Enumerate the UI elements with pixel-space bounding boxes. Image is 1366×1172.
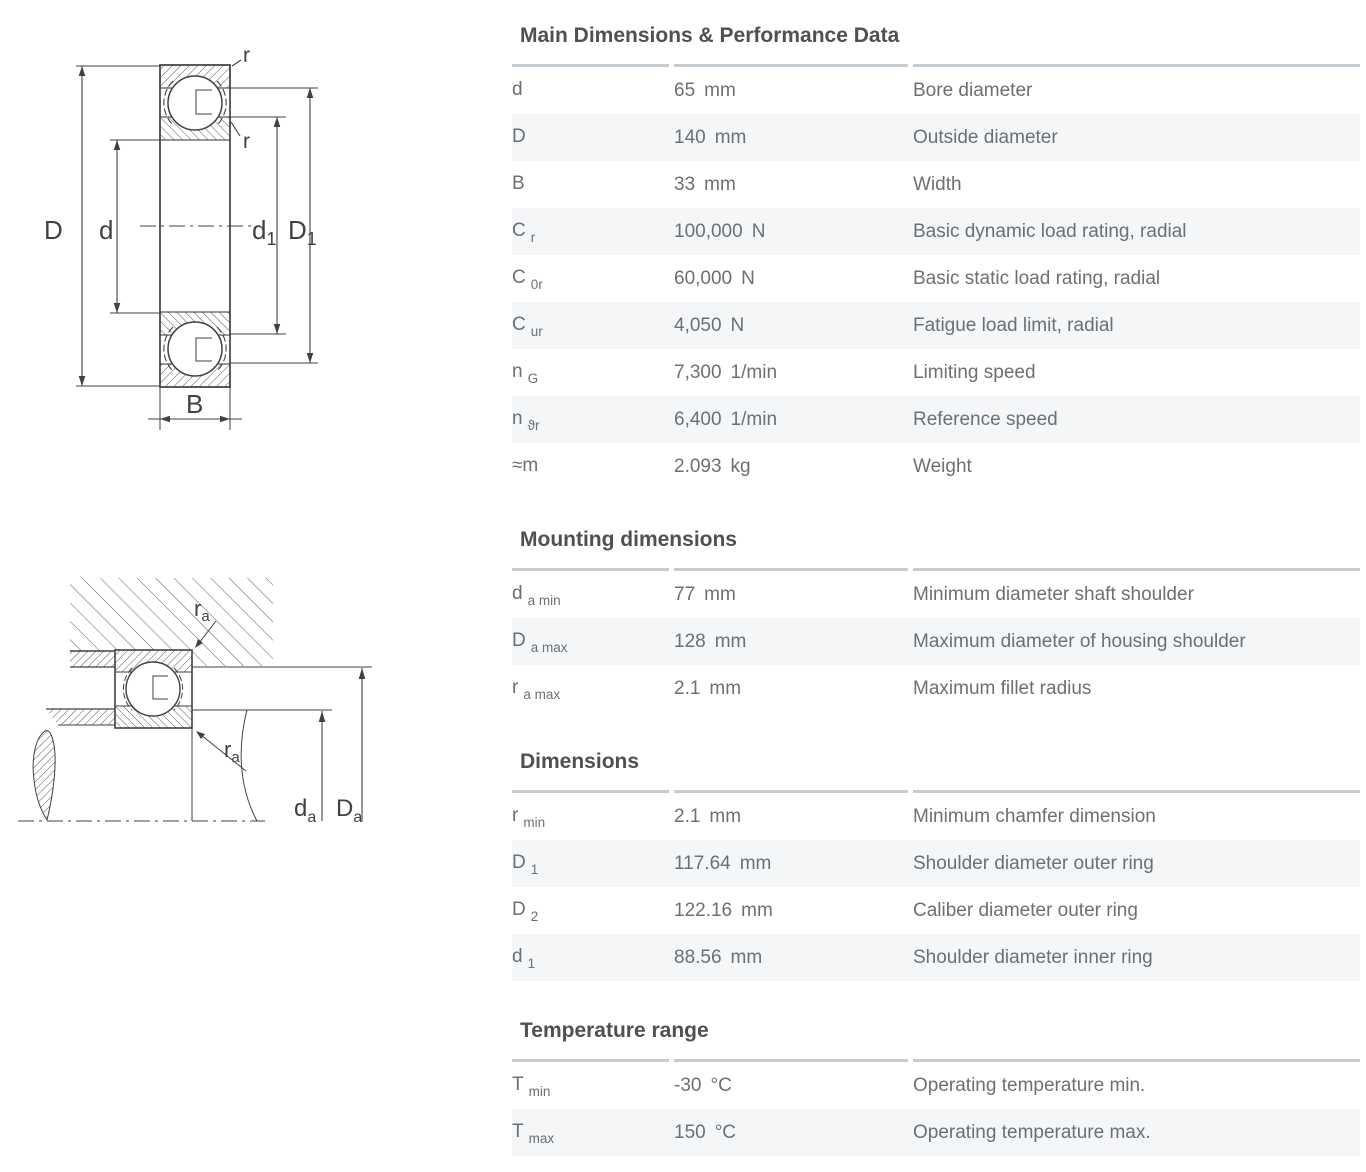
row-symbol: r: [512, 804, 519, 826]
row-symbol: D: [512, 851, 526, 873]
row-unit: mm: [704, 583, 736, 605]
row-unit: mm: [741, 899, 773, 921]
row-unit: 1/min: [730, 361, 778, 383]
table-row: [512, 1062, 1360, 1109]
ball-top: [168, 76, 222, 130]
label-ra-top: $r_a$: [194, 596, 210, 625]
row-description: Maximum diameter of housing shoulder: [913, 630, 1246, 652]
section-temperature-range: [512, 1019, 1360, 1156]
spec-panel: [512, 24, 1360, 1172]
housing-seat-left: [70, 651, 115, 667]
ball-bottom: [168, 322, 222, 376]
section-main-dimensions: [512, 24, 1360, 490]
row-unit: mm: [709, 677, 742, 699]
table-row: [512, 571, 1360, 618]
table-row: [512, 161, 1360, 208]
row-value: 128: [674, 630, 706, 652]
row-description: Maximum fillet radius: [913, 677, 1092, 699]
row-unit: N: [730, 314, 745, 336]
row-value: 2.093: [674, 455, 722, 477]
table-top-border: [512, 1059, 1360, 1062]
row-symbol-subscript: a max: [523, 687, 561, 703]
row-unit: °C: [710, 1074, 732, 1096]
row-symbol: D: [512, 125, 526, 147]
row-unit: 1/min: [730, 408, 778, 430]
row-value: 150: [674, 1121, 706, 1143]
row-value: 2.1: [674, 677, 701, 699]
table-row: [512, 302, 1360, 349]
row-description: Weight: [913, 455, 972, 477]
row-value: 33: [674, 173, 696, 195]
row-value: 60,000: [674, 267, 733, 289]
spec-table: [512, 793, 1360, 981]
row-unit: mm: [704, 173, 736, 195]
table-row: [512, 887, 1360, 934]
table-row: [512, 793, 1360, 840]
row-value: 140: [674, 126, 706, 148]
row-description: Limiting speed: [913, 361, 1036, 383]
row-symbol: C: [512, 219, 526, 241]
section-title: Mounting dimensions: [520, 528, 737, 551]
row-symbol: d: [512, 582, 523, 604]
section-mounting-dimensions: [512, 528, 1360, 712]
row-value: -30: [674, 1074, 702, 1096]
label-B: B: [186, 389, 204, 419]
row-unit: mm: [739, 852, 772, 874]
table-top-border: [512, 790, 1360, 793]
table-row: [512, 443, 1360, 490]
row-description: Basic dynamic load rating, radial: [913, 220, 1187, 242]
mounting-diagram-drawing: [0, 560, 400, 850]
table-row: [512, 665, 1360, 712]
row-description: Basic static load rating, radial: [913, 267, 1161, 289]
row-symbol-subscript: ur: [530, 324, 543, 340]
row-symbol-subscript: max: [528, 1131, 555, 1147]
row-symbol-subscript: min: [528, 1084, 551, 1100]
spec-table: [512, 67, 1360, 490]
row-symbol-subscript: min: [523, 815, 546, 831]
label-r-top: r: [243, 44, 250, 67]
section-dimensions: [512, 750, 1360, 981]
shaft-fillet-teardrop: [33, 731, 55, 820]
row-unit: mm: [730, 946, 763, 968]
row-symbol: B: [512, 172, 525, 194]
label-r-mid: r: [243, 130, 250, 153]
row-unit: mm: [714, 126, 747, 148]
row-symbol: d: [512, 78, 523, 100]
row-description: Minimum chamfer dimension: [913, 805, 1156, 827]
row-symbol: C: [512, 266, 526, 288]
label-d1: $d_1$: [252, 215, 277, 249]
row-unit: mm: [714, 630, 747, 652]
row-symbol-subscript: ϑr: [527, 418, 540, 434]
bearing-cross-section-drawing: [0, 0, 420, 450]
row-symbol: D: [512, 898, 526, 920]
row-value: 122.16: [674, 899, 733, 921]
row-unit: °C: [714, 1121, 737, 1143]
row-symbol-subscript: a min: [527, 593, 561, 609]
row-symbol: ≈m: [512, 454, 539, 476]
table-row: [512, 840, 1360, 887]
row-symbol: d: [512, 945, 523, 967]
spec-table: [512, 1062, 1360, 1156]
row-description: Outside diameter: [913, 126, 1058, 148]
table-row: [512, 618, 1360, 665]
section-title: Main Dimensions & Performance Data: [520, 24, 900, 47]
row-symbol: T: [512, 1073, 524, 1095]
row-value: 100,000: [674, 220, 743, 242]
label-Da: $D_a$: [336, 795, 363, 826]
row-symbol: T: [512, 1120, 524, 1142]
row-unit: kg: [730, 455, 751, 477]
table-row: [512, 396, 1360, 443]
table-row: [512, 1109, 1360, 1156]
label-d: d: [99, 215, 114, 245]
row-symbol: r: [512, 676, 519, 698]
row-description: Width: [913, 173, 962, 195]
row-description: Bore diameter: [913, 79, 1033, 101]
row-symbol: D: [512, 629, 526, 651]
table-row: [512, 114, 1360, 161]
row-description: Operating temperature max.: [913, 1121, 1151, 1143]
row-unit: mm: [709, 805, 742, 827]
row-symbol-subscript: G: [527, 371, 539, 387]
row-symbol-subscript: 0r: [530, 277, 543, 293]
row-value: 6,400: [674, 408, 722, 430]
row-symbol-subscript: 1: [530, 862, 539, 878]
table-row: [512, 349, 1360, 396]
row-description: Reference speed: [913, 408, 1058, 430]
row-value: 77: [674, 583, 696, 605]
spec-table: [512, 571, 1360, 712]
row-unit: N: [741, 267, 755, 289]
row-symbol: n: [512, 407, 523, 429]
row-symbol-subscript: 2: [530, 909, 539, 925]
row-description: Minimum diameter shaft shoulder: [913, 583, 1194, 605]
row-value: 88.56: [674, 946, 722, 968]
row-symbol-subscript: a max: [530, 640, 568, 656]
label-D: D: [44, 215, 63, 245]
row-description: Operating temperature min.: [913, 1074, 1146, 1096]
row-unit: N: [751, 220, 766, 242]
shaft-contour-curve: [241, 710, 257, 821]
row-symbol-subscript: r: [530, 230, 536, 246]
row-symbol: n: [512, 360, 523, 382]
row-unit: mm: [704, 79, 736, 101]
section-title: Temperature range: [520, 1019, 709, 1042]
row-description: Caliber diameter outer ring: [913, 899, 1138, 921]
table-top-border: [512, 568, 1360, 571]
row-value: 65: [674, 79, 696, 101]
row-symbol: C: [512, 313, 526, 335]
label-da: $d_a$: [294, 795, 317, 826]
row-value: 4,050: [674, 314, 722, 336]
table-row: [512, 934, 1360, 981]
shaft-section: [46, 709, 115, 725]
row-symbol-subscript: 1: [527, 956, 536, 972]
row-value: 2.1: [674, 805, 701, 827]
table-row: [512, 255, 1360, 302]
table-row: [512, 208, 1360, 255]
row-value: 7,300: [674, 361, 722, 383]
table-row: [512, 67, 1360, 114]
row-value: 117.64: [674, 852, 731, 874]
row-description: Shoulder diameter outer ring: [913, 852, 1154, 874]
row-description: Shoulder diameter inner ring: [913, 946, 1153, 968]
row-description: Fatigue load limit, radial: [913, 314, 1114, 336]
section-title: Dimensions: [520, 750, 640, 773]
label-ra-bottom: $r_a$: [224, 737, 240, 766]
label-D1: $D_1$: [288, 215, 317, 249]
table-top-border: [512, 64, 1360, 67]
